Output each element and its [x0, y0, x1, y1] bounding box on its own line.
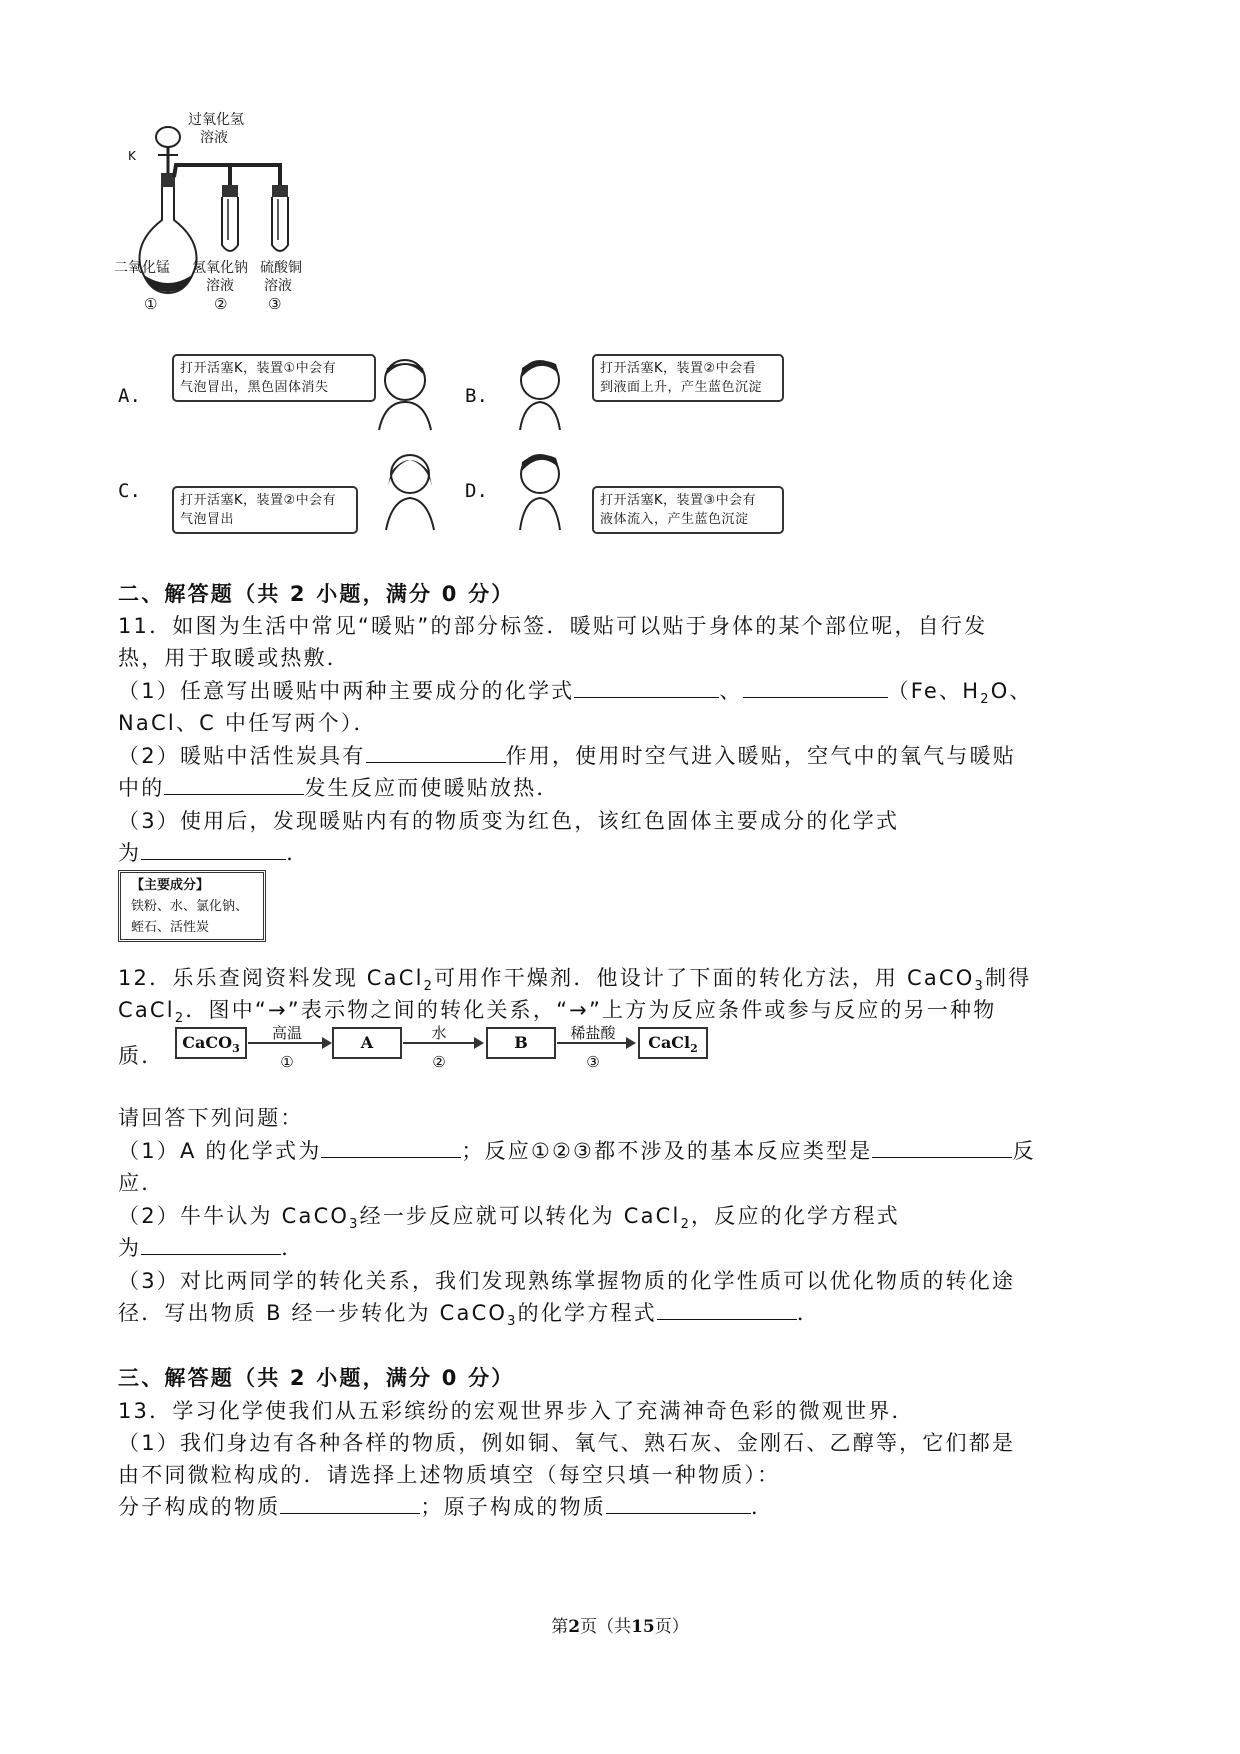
q11-part2-text-c: 中的 — [118, 776, 165, 800]
subscript: 3 — [232, 1042, 240, 1056]
subscript: 2 — [423, 979, 435, 995]
footer-total-pages: 15 — [631, 1617, 655, 1637]
q12-part1-line2: 应． — [118, 1171, 165, 1195]
option-b-text-1: 打开活塞K，装置②中会看 — [600, 361, 757, 376]
flow-num-3: ③ — [586, 1053, 600, 1071]
q12-part2-text-d: 为 — [118, 1236, 142, 1260]
option-c-bubble — [172, 486, 358, 534]
answer-blank[interactable] — [366, 742, 506, 763]
label-solution-top: 溶液 — [200, 130, 228, 146]
q13-text-d: ；原子构成的物质 — [420, 1495, 607, 1519]
q12-text-d: CaCl — [118, 998, 175, 1022]
answer-blank[interactable] — [606, 1493, 751, 1514]
q12-part1-text-a: （1）A 的化学式为 — [118, 1139, 322, 1163]
q12-part1 — [118, 1135, 1036, 1165]
option-b-label: B. — [465, 385, 488, 407]
answer-blank[interactable] — [141, 1234, 281, 1255]
option-a-label: A. — [118, 385, 141, 407]
flow-cond-1: 高温 — [271, 1024, 302, 1042]
q11-part2-text-d: 发生反应而使暖贴放热． — [304, 776, 560, 800]
q11-part1-line2: NaCl、C 中任写两个）． — [118, 711, 377, 735]
flow-box-b: B — [486, 1027, 556, 1059]
q12-part3-line2 — [118, 1297, 820, 1329]
page-footer — [0, 1612, 1240, 1637]
q12-part2-text-e: ． — [281, 1236, 305, 1260]
q12-text-b: 可用作干燥剂．他设计了下面的转化方法，用 CaCO — [434, 966, 975, 990]
footer-mid: 页（共 — [580, 1617, 632, 1637]
q11-part3-text-b: 为 — [118, 841, 142, 865]
answer-blank[interactable] — [743, 677, 888, 698]
label-cuso4-solution: 溶液 — [264, 278, 292, 294]
q12-part3-text-c: 的化学方程式 — [517, 1301, 657, 1325]
label-title: 【主要成分】 — [131, 878, 210, 893]
q11-part1 — [118, 675, 1033, 707]
q13-line-1: 13．学习化学使我们从五彩缤纷的宏观世界步入了充满神奇色彩的微观世界． — [118, 1399, 915, 1423]
q11-part1-text-c: （Fe、H — [887, 679, 981, 703]
q12-part3-text-d: ． — [796, 1301, 821, 1325]
subscript: 2 — [690, 1042, 698, 1056]
q12-part2-text-a: （2）牛牛认为 CaCO — [118, 1204, 350, 1228]
flow-arrowhead-2 — [474, 1037, 484, 1049]
subscript: 3 — [507, 1314, 518, 1330]
label-line-2: 蛭石、活性炭 — [131, 920, 210, 935]
subscript: 3 — [349, 1217, 360, 1233]
flow-cond-3: 稀盐酸 — [570, 1024, 616, 1042]
q12-text-e: ．图中“→”表示物之间的转化关系，“→”上方为反应条件或参与反应的另一种物 — [185, 998, 997, 1022]
flow-arrow-3 — [557, 1042, 627, 1044]
flow-box-cacl2 — [638, 1027, 708, 1059]
q11-part3-text-c: ． — [286, 841, 310, 865]
warm-patch-label — [118, 870, 266, 942]
q12-text-c: 制得 — [985, 966, 1032, 990]
q12-part2 — [118, 1200, 900, 1232]
flow-box-caco3 — [175, 1027, 247, 1059]
q11-line-1: 11．如图为生活中常见“暖贴”的部分标签．暖贴可以贴于身体的某个部位呢，自行发 — [118, 614, 988, 638]
label-num-3: ③ — [268, 295, 282, 313]
subscript: 2 — [680, 1217, 692, 1233]
q11-part3: （3）使用后，发现暖贴内有的物质变为红色，该红色固体主要成分的化学式 — [118, 809, 900, 833]
option-d-label: D. — [465, 480, 488, 502]
q12-line-1 — [118, 962, 1031, 994]
option-a-bubble — [172, 354, 376, 402]
q13-part1-line2: 由不同微粒构成的．请选择上述物质填空（每空只填一种物质）： — [118, 1463, 781, 1487]
q12-part2-text-c: ，反应的化学方程式 — [691, 1204, 900, 1228]
footer-post: 页） — [654, 1617, 689, 1637]
q12-part3: （3）对比两同学的转化关系，我们发现熟练掌握物质的化学性质可以优化物质的转化途 — [118, 1269, 1016, 1293]
option-c-student-icon — [370, 446, 450, 532]
apparatus-figure — [114, 112, 338, 345]
label-naoh-solution: 溶液 — [206, 278, 234, 294]
label-num-2: ② — [214, 295, 228, 313]
q11-part2 — [118, 740, 1016, 770]
option-a-text-2: 气泡冒出，黑色固体消失 — [180, 380, 329, 395]
section3-heading: 三、解答题（共 2 小题，满分 0 分） — [118, 1366, 515, 1390]
q12-line-3: 质． — [118, 1044, 165, 1068]
q12-part2-text-b: 经一步反应就可以转化为 CaCl — [359, 1204, 681, 1228]
q12-part1-text-b: ；反应①②③都不涉及的基本反应类型是 — [461, 1139, 873, 1163]
label-cuso4: 硫酸铜 — [260, 260, 302, 276]
flow-arrow-2 — [403, 1042, 475, 1044]
option-c-text-1: 打开活塞K，装置②中会有 — [180, 493, 337, 508]
q13-text-e: ． — [751, 1495, 775, 1519]
answer-blank[interactable] — [574, 677, 719, 698]
flow-box-caco3-text: CaCO — [182, 1033, 233, 1052]
flow-arrowhead-3 — [626, 1037, 636, 1049]
footer-pre: 第 — [551, 1617, 569, 1637]
subscript: 2 — [980, 692, 991, 708]
q12-part3-text-b: 径．写出物质 B 经一步转化为 CaCO — [118, 1301, 508, 1325]
flow-num-2: ② — [432, 1053, 446, 1071]
q13-part1-line1: （1）我们身边有各种各样的物质，例如铜、氧气、熟石灰、金刚石、乙醇等，它们都是 — [118, 1431, 1016, 1455]
option-d-student-icon — [508, 446, 578, 532]
q11-part2-text-b: 作用，使用时空气进入暖贴，空气中的氧气与暖贴 — [505, 744, 1016, 768]
answer-blank[interactable] — [657, 1299, 797, 1320]
q12-part1-text-c: 反 — [1012, 1139, 1036, 1163]
flow-box-cacl2-text: CaCl — [648, 1033, 691, 1052]
q12-text-a: 12．乐乐查阅资料发现 CaCl — [118, 966, 424, 990]
q13-part1-line3 — [118, 1491, 774, 1521]
option-a-student-icon — [365, 352, 445, 432]
option-b-bubble — [592, 354, 784, 402]
label-naoh: 氢氧化钠 — [192, 260, 248, 276]
q11-part3-line2 — [118, 837, 309, 867]
label-line-1: 铁粉、水、氯化钠、 — [131, 899, 249, 914]
q12-line-2 — [118, 994, 996, 1026]
flow-num-1: ① — [280, 1053, 294, 1071]
label-num-1: ① — [144, 295, 158, 313]
answer-blank[interactable] — [872, 1137, 1012, 1158]
option-b-student-icon — [508, 352, 578, 432]
flow-box-a: A — [332, 1027, 402, 1059]
answer-blank[interactable] — [280, 1493, 420, 1514]
flow-cond-2: 水 — [431, 1024, 447, 1042]
q11-part1-text-b: 、 — [719, 679, 743, 703]
option-b-text-2: 到液面上升，产生蓝色沉淀 — [600, 380, 763, 395]
label-valve-k: K — [128, 149, 136, 163]
section2-heading: 二、解答题（共 2 小题，满分 0 分） — [118, 582, 515, 606]
q11-part1-text-d: O、 — [990, 679, 1033, 703]
q11-part2-text-a: （2）暖贴中活性炭具有 — [118, 744, 366, 768]
q11-part1-text-a: （1）任意写出暖贴中两种主要成分的化学式 — [118, 679, 575, 703]
option-d-bubble — [592, 486, 784, 534]
footer-page-number: 2 — [568, 1617, 581, 1637]
flow-arrowhead-1 — [322, 1037, 332, 1049]
label-hydrogen-peroxide: 过氧化氢 — [188, 112, 244, 128]
q13-text-c: 分子构成的物质 — [118, 1495, 281, 1519]
q12-part2-line2 — [118, 1232, 304, 1262]
option-c-text-2: 气泡冒出 — [180, 512, 235, 527]
answer-blank[interactable] — [164, 774, 304, 795]
subscript: 2 — [174, 1011, 186, 1027]
flow-arrow-1 — [248, 1042, 324, 1044]
q12-ask: 请回答下列问题： — [118, 1106, 304, 1130]
label-mno2: 二氧化锰 — [114, 260, 170, 276]
q11-line-2: 热，用于取暖或热敷． — [118, 646, 350, 670]
option-c-label: C. — [118, 480, 141, 502]
q11-part2-line2 — [118, 772, 560, 802]
option-a-text-1: 打开活塞K，装置①中会有 — [180, 361, 337, 376]
option-d-text-2: 液体流入，产生蓝色沉淀 — [600, 512, 749, 527]
option-d-text-1: 打开活塞K，装置③中会有 — [600, 493, 757, 508]
answer-blank[interactable] — [141, 839, 286, 860]
subscript: 3 — [974, 979, 986, 995]
answer-blank[interactable] — [321, 1137, 461, 1158]
